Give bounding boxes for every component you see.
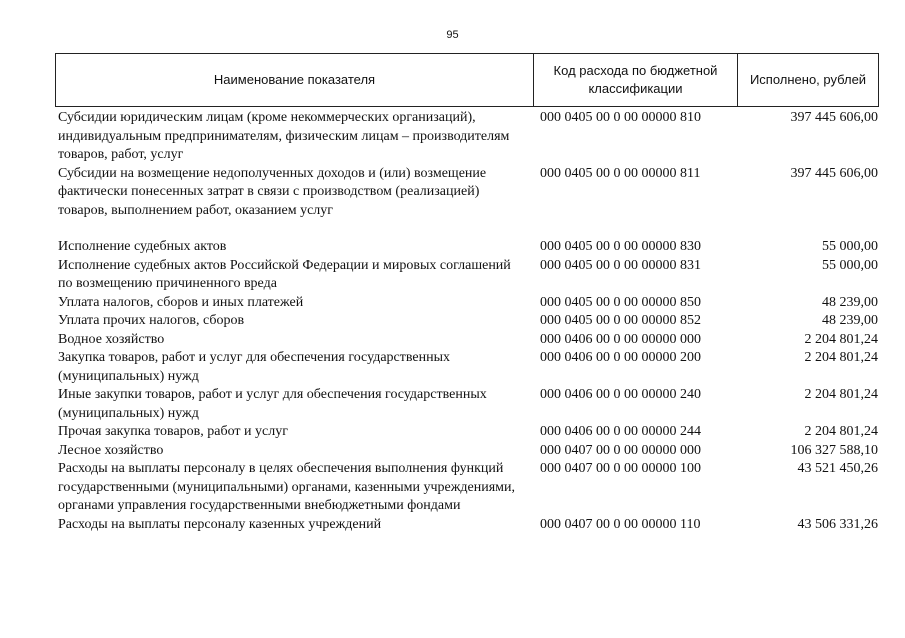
row-code: 000 0407 00 0 00 00000 110 <box>540 516 701 532</box>
row-sum: 106 327 588,10 <box>790 442 878 458</box>
header-code: Код расхода по бюджетной классификации <box>534 54 738 106</box>
row-name: Субсидии юридическим лицам (кроме некоммерческих организаций), индивидуальным предпринимателям, физическим лицам – производителям товаров, работ, услуг <box>58 110 510 162</box>
row-sum: 55 000,00 <box>822 257 878 273</box>
row-name: Иные закупки товаров, работ и услуг для обеспечения государственных (муниципальных) нужд <box>58 387 487 421</box>
table-row <box>58 312 878 331</box>
row-name: Закупка товаров, работ и услуг для обеспечения государственных (муниципальных) нужд <box>58 350 451 384</box>
table-body <box>58 109 878 534</box>
row-sum: 43 506 331,26 <box>797 516 878 532</box>
row-sum: 2 204 801,24 <box>804 387 878 402</box>
row-code: 000 0407 00 0 00 00000 100 <box>540 461 701 476</box>
row-sum: 48 239,00 <box>822 294 878 310</box>
row-name: Расходы на выплаты персоналу казенных учреждений <box>58 516 382 532</box>
row-code: 000 0405 00 0 00 00000 850 <box>540 294 701 310</box>
header-name: Наименование показателя <box>56 54 534 106</box>
row-sum: 397 445 606,00 <box>790 165 878 181</box>
table-row <box>58 516 878 535</box>
row-sum: 55 000,00 <box>822 239 878 254</box>
row-sum: 43 521 450,26 <box>797 461 878 476</box>
row-name: Субсидии на возмещение недополученных доходов и (или) возмещение фактически понесенных затрат в связи с производством (реализацией) товаров, выполнением работ, оказанием услуг <box>58 165 487 218</box>
row-name: Водное хозяйство <box>58 331 165 347</box>
row-code: 000 0405 00 0 00 00000 811 <box>540 165 701 181</box>
row-name: Уплата налогов, сборов и иных платежей <box>58 294 304 310</box>
row-name: Уплата прочих налогов, сборов <box>58 313 245 328</box>
table-row <box>58 331 878 350</box>
table-row <box>58 294 878 313</box>
table-row <box>58 442 878 461</box>
row-code: 000 0406 00 0 00 00000 240 <box>540 387 701 402</box>
row-name: Лесное хозяйство <box>58 442 164 458</box>
table-row <box>58 238 878 257</box>
table-row <box>58 109 878 165</box>
row-code: 000 0406 00 0 00 00000 200 <box>540 350 701 365</box>
header-sum: Исполнено, рублей <box>749 72 867 87</box>
row-name: Расходы на выплаты персоналу в целях обеспечения выполнения функций государственными (муниципальными) органами, казенными учреждениями, органами управления государственными внебюджетными фондами <box>58 461 515 513</box>
table-row <box>58 349 878 386</box>
table-row <box>58 386 878 423</box>
row-sum: 2 204 801,24 <box>804 331 878 347</box>
row-name: Исполнение судебных актов Российской Федерации и мировых соглашений по возмещению причиненного вреда <box>58 257 511 291</box>
table-row <box>58 460 878 516</box>
page-number: 95 <box>446 29 459 41</box>
row-code: 000 0407 00 0 00 00000 000 <box>540 442 701 458</box>
row-code: 000 0406 00 0 00 00000 244 <box>540 424 701 439</box>
row-sum: 2 204 801,24 <box>804 424 878 439</box>
row-sum: 397 445 606,00 <box>790 110 878 125</box>
table-header <box>55 53 879 107</box>
table-row <box>58 423 878 442</box>
row-sum: 48 239,00 <box>822 313 878 328</box>
row-code: 000 0405 00 0 00 00000 831 <box>540 257 701 273</box>
row-name: Исполнение судебных актов <box>58 239 227 254</box>
row-code: 000 0405 00 0 00 00000 810 <box>540 110 701 125</box>
table-row <box>58 257 878 294</box>
row-sum: 2 204 801,24 <box>804 350 878 365</box>
row-code: 000 0405 00 0 00 00000 830 <box>540 239 701 254</box>
row-code: 000 0405 00 0 00 00000 852 <box>540 313 701 328</box>
row-code: 000 0406 00 0 00 00000 000 <box>540 331 701 347</box>
row-name: Прочая закупка товаров, работ и услуг <box>58 424 288 439</box>
table-row <box>58 165 878 221</box>
